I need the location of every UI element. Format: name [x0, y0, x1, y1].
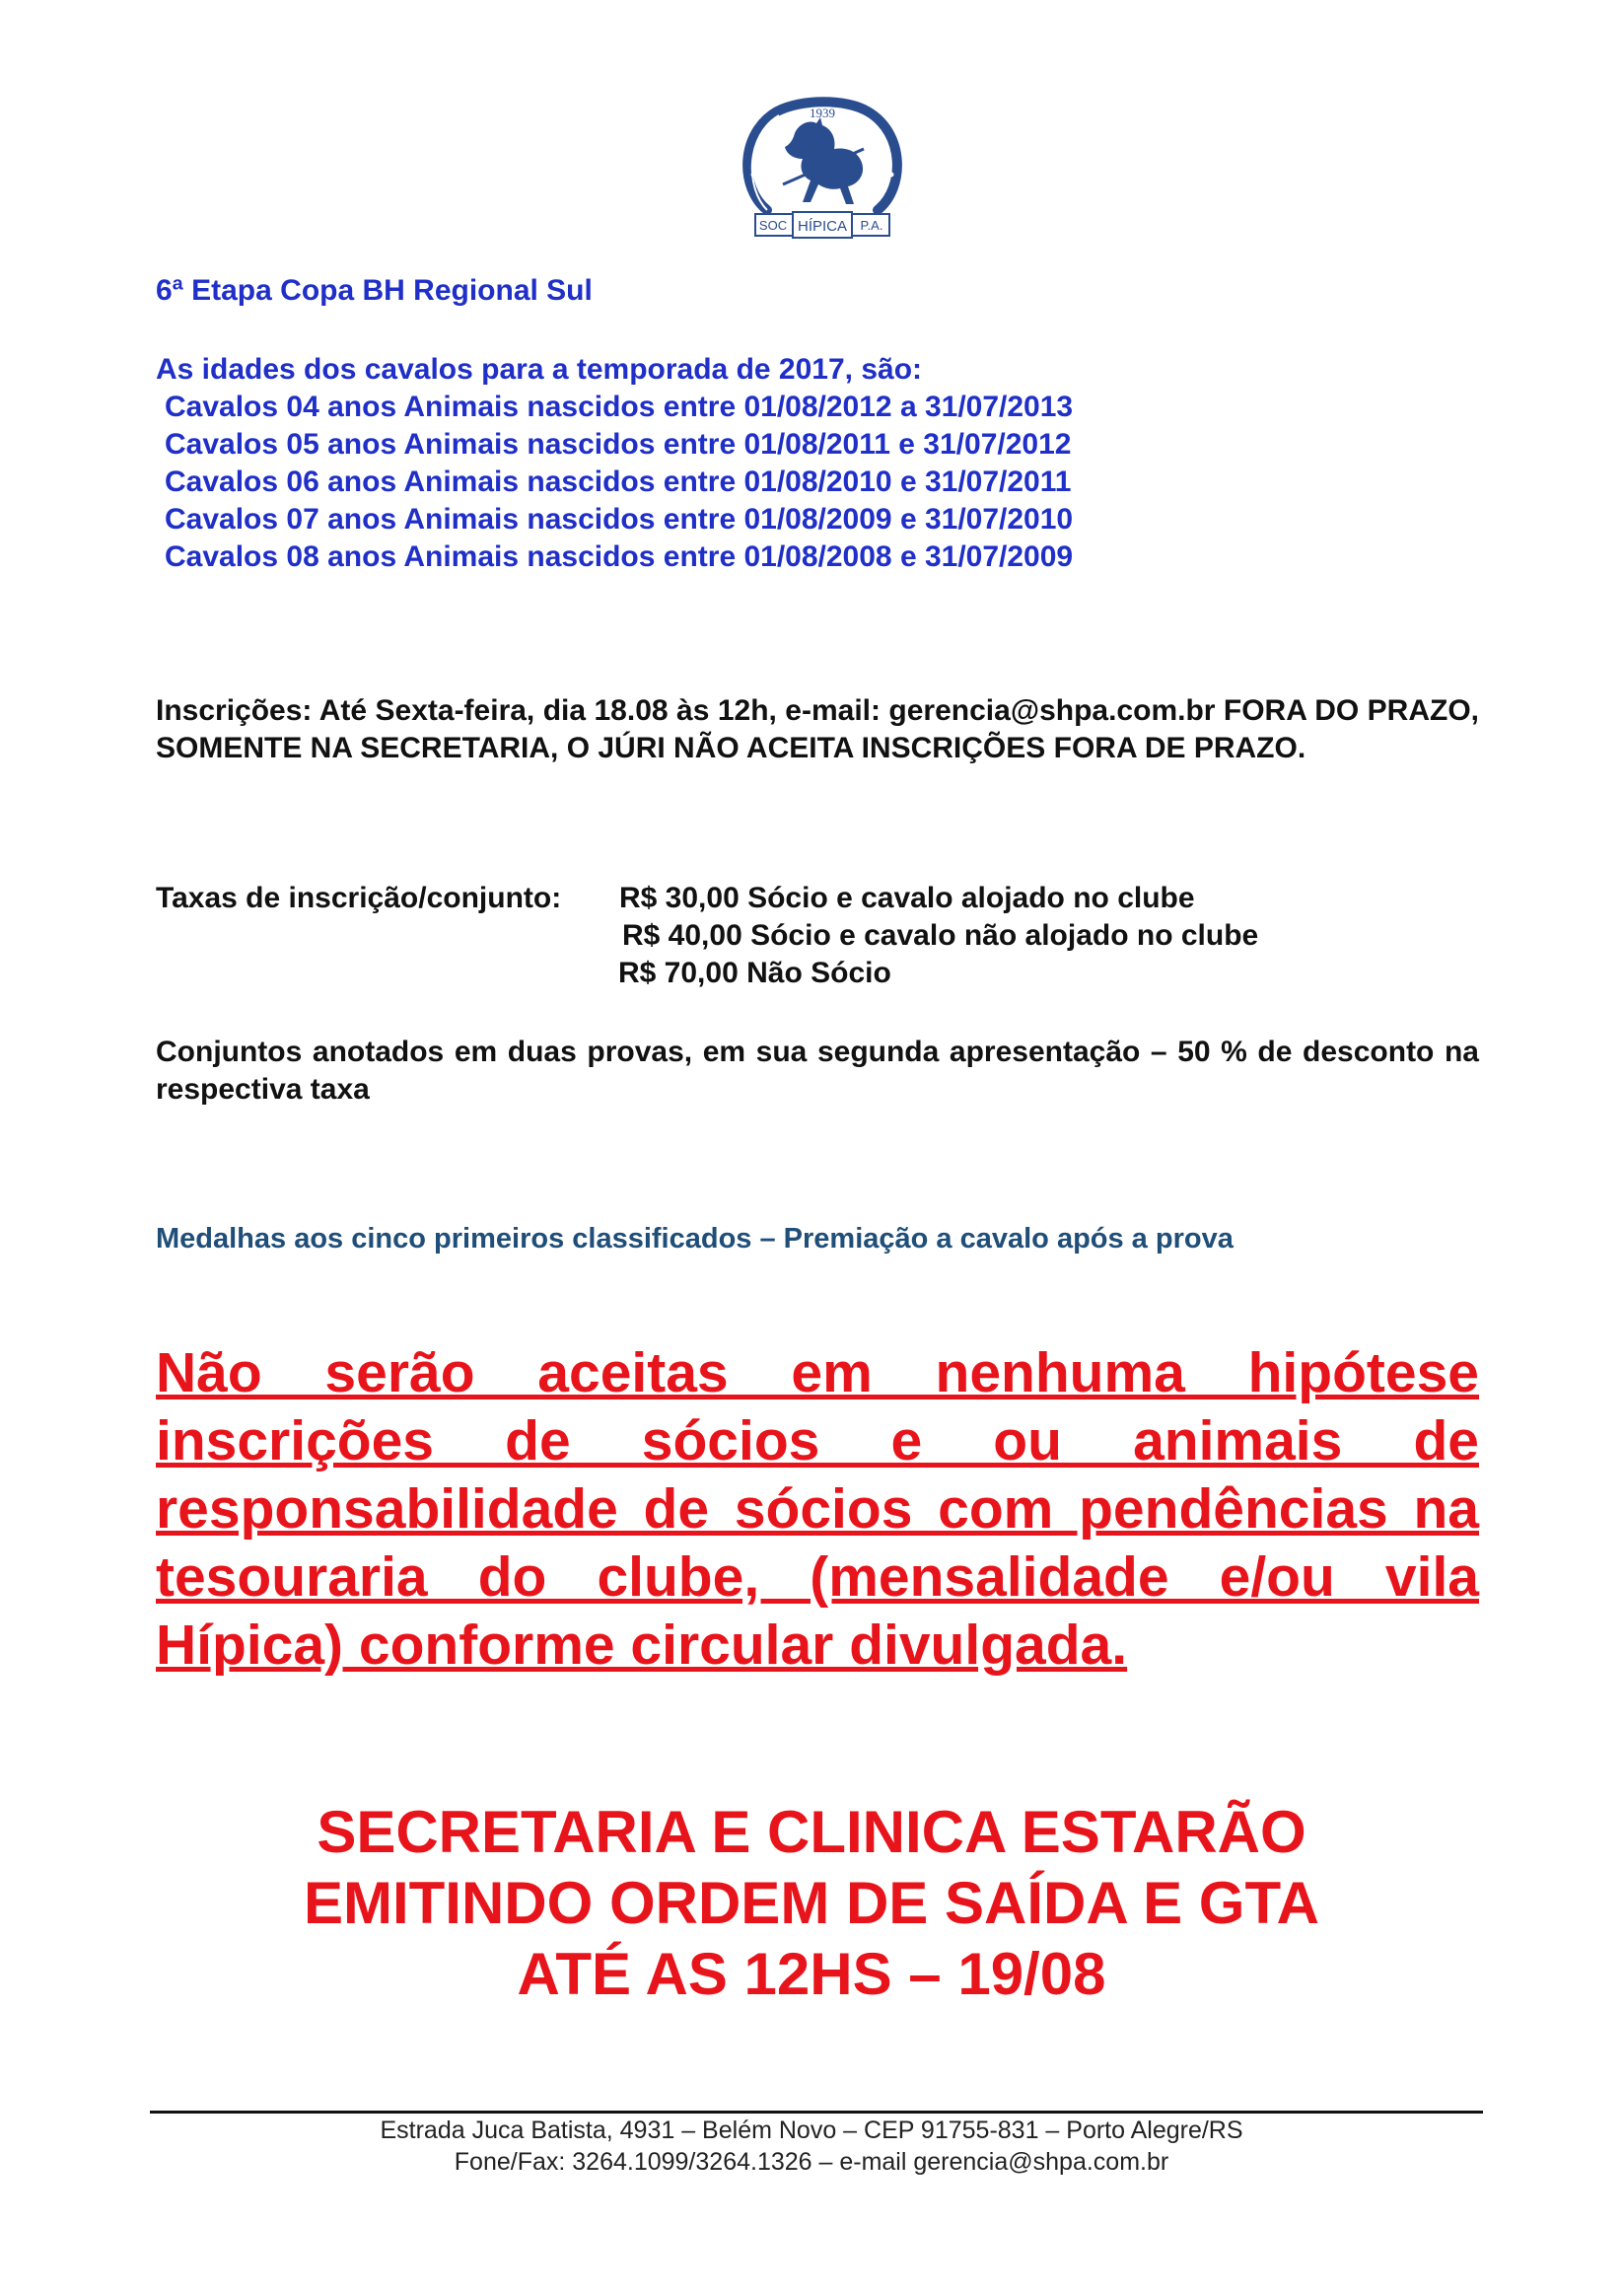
registration-paragraph: Inscrições: Até Sexta-feira, dia 18.08 às 12h, e-mail: gerencia@shpa.com.br FORA DO PRAZO, SOMENTE NA SECRETARIA, O JÚRI NÃO ACEITA INSCRIÇÕES FORA DE PRAZO. [156, 694, 1479, 764]
discount-paragraph: Conjuntos anotados em duas provas, em sua segunda apresentação – 50 % de desconto na respectiva taxa [156, 1036, 1479, 1106]
svg-text:P.A.: P.A. [860, 218, 883, 233]
svg-text:SOC: SOC [758, 218, 788, 233]
secretaria-notice [0, 1797, 1623, 2010]
fees-label: Taxas de inscrição/conjunto: [156, 882, 562, 914]
age-line: Cavalos 04 anos Animais nascidos entre 01/08/2012 a 31/07/2013 [165, 391, 1074, 423]
secretaria-line: EMITINDO ORDEM DE SAÍDA E GTA [303, 1870, 1320, 1936]
horse-icon [785, 117, 863, 204]
footer-divider [150, 2111, 1483, 2114]
document-title: 6ª Etapa Copa BH Regional Sul [156, 274, 593, 307]
ages-heading: As idades dos cavalos para a temporada de 2017, são: [156, 353, 923, 386]
secretaria-line: SECRETARIA E CLINICA ESTARÃO [317, 1799, 1306, 1865]
age-line: Cavalos 05 anos Animais nascidos entre 01/08/2011 e 31/07/2012 [165, 428, 1072, 461]
age-line: Cavalos 08 anos Animais nascidos entre 01/08/2008 e 31/07/2009 [165, 540, 1074, 573]
svg-text:HÍPICA: HÍPICA [797, 218, 848, 235]
age-line: Cavalos 07 anos Animais nascidos entre 01/08/2009 e 31/07/2010 [165, 503, 1074, 536]
age-line: Cavalos 06 anos Animais nascidos entre 01/08/2010 e 31/07/2011 [165, 466, 1072, 498]
club-logo [738, 94, 907, 242]
footer-contact: Fone/Fax: 3264.1099/3264.1326 – e-mail gerencia@shpa.com.br [454, 2148, 1169, 2176]
fee-item: R$ 30,00 Sócio e cavalo alojado no clube [619, 882, 1195, 914]
warning-notice: Não serão aceitas em nenhuma hipótese inscrições de sócios e ou animais de responsabilidade de sócios com pendências na tesouraria do clube, (mensalidade e/ou vila Hípica) conforme circular divulgada. [156, 1341, 1479, 1677]
fee-item: R$ 40,00 Sócio e cavalo não alojado no clube [622, 919, 1259, 952]
medals-note: Medalhas aos cinco primeiros classificados – Premiação a cavalo após a prova [156, 1223, 1234, 1255]
secretaria-line: ATÉ AS 12HS – 19/08 [517, 1941, 1106, 2007]
fee-item: R$ 70,00 Não Sócio [618, 957, 891, 989]
footer-address: Estrada Juca Batista, 4931 – Belém Novo – CEP 91755-831 – Porto Alegre/RS [380, 2117, 1243, 2144]
svg-text:1939: 1939 [810, 106, 835, 120]
